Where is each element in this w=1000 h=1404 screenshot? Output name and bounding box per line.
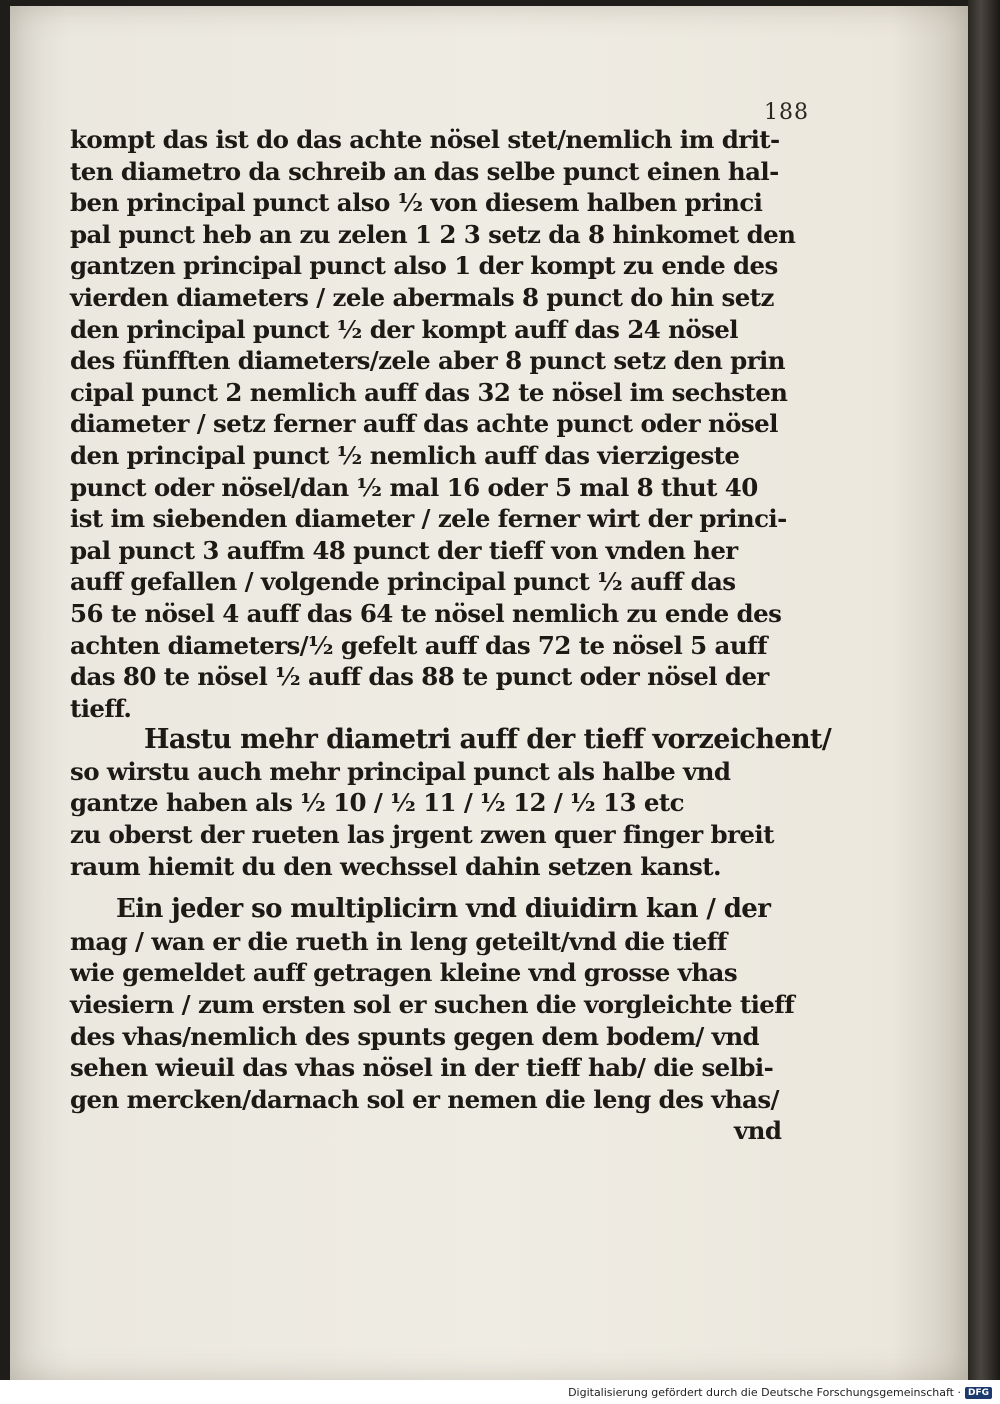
text-line: pal punct heb an zu zelen 1 2 3 setz da 8 hinkomet den: [70, 219, 796, 249]
text-line: auff gefallen / volgende principal punct ½ auff das: [70, 567, 736, 597]
text-line: des fünfften diameters/zele aber 8 punct setz den prin: [70, 346, 785, 376]
text-line: tieff.: [70, 693, 132, 723]
page-number: 188: [764, 100, 809, 125]
text-line: ben principal punct also ½ von diesem halben princi: [70, 188, 763, 218]
text-line: gen mercken/darnach sol er nemen die leng des vhas/: [70, 1084, 779, 1114]
book-edge: [968, 0, 1000, 1380]
text-line: cipal punct 2 nemlich auff das 32 te nösel im sechsten: [70, 377, 788, 407]
catchword: vnd: [734, 1116, 782, 1146]
text-line: den principal punct ½ nemlich auff das vierzigeste: [70, 440, 740, 470]
text-line: den principal punct ½ der kompt auff das 24 nösel: [70, 314, 738, 344]
text-line: pal punct 3 auffm 48 punct der tieff von vnden her: [70, 535, 738, 565]
text-line: viesiern / zum ersten sol er suchen die vorgleichte tieff: [70, 990, 795, 1020]
text-line: punct oder nösel/dan ½ mal 16 oder 5 mal 8 thut 40: [70, 472, 758, 502]
text-line: mag / wan er die rueth in leng geteilt/vnd die tieff: [70, 926, 727, 956]
text-line: raum hiemit du den wechssel dahin setzen kanst.: [70, 851, 721, 881]
text-line: gantze haben als ½ 10 / ½ 11 / ½ 12 / ½ 13 etc: [70, 788, 684, 818]
text-line: des vhas/nemlich des spunts gegen dem bodem/ vnd: [70, 1021, 760, 1051]
paragraph-start-line: Hastu mehr diametri auff der tieff vorzeichent/: [144, 724, 832, 756]
text-line: achten diameters/½ gefelt auff das 72 te nösel 5 auff: [70, 630, 767, 660]
dfg-logo-icon: DFG: [965, 1387, 992, 1399]
text-line: gantzen principal punct also 1 der kompt zu ende des: [70, 251, 778, 281]
text-line: 56 te nösel 4 auff das 64 te nösel nemlich zu ende des: [70, 598, 782, 628]
text-line: diameter / setz ferner auff das achte punct oder nösel: [70, 409, 778, 439]
paragraph-start-line: Ein jeder so multiplicirn vnd diuidirn kan / der: [116, 894, 771, 925]
digitization-footer: [568, 1386, 992, 1399]
text-line: zu oberst der rueten las jrgent zwen quer finger breit: [70, 820, 774, 850]
text-line: ist im siebenden diameter / zele ferner wirt der princi-: [70, 504, 787, 534]
text-line: vierden diameters / zele abermals 8 punct do hin setz: [70, 282, 774, 312]
text-line: das 80 te nösel ½ auff das 88 te punct oder nösel der: [70, 662, 769, 692]
text-block: [70, 124, 832, 1147]
text-line: kompt das ist do das achte nösel stet/nemlich im drit-: [70, 125, 780, 154]
text-line: sehen wieuil das vhas nösel in der tieff hab/ die selbi-: [70, 1053, 774, 1083]
text-line: wie gemeldet auff getragen kleine vnd grosse vhas: [70, 958, 738, 988]
text-line: so wirstu auch mehr principal punct als halbe vnd: [70, 756, 731, 786]
text-line: ten diametro da schreib an das selbe punct einen hal-: [70, 156, 779, 186]
footer-text: Digitalisierung gefördert durch die Deutsche Forschungsgemeinschaft ·: [568, 1386, 961, 1399]
